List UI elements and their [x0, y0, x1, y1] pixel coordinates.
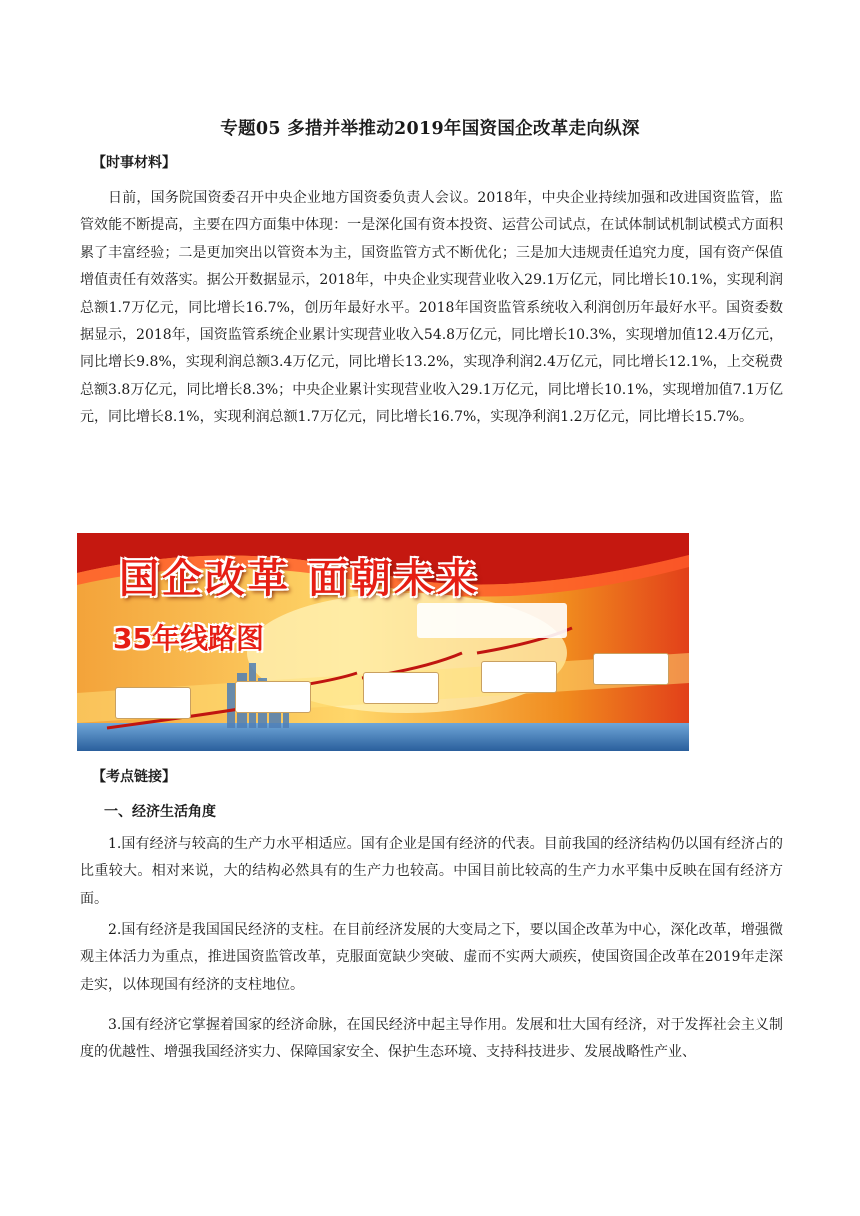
exam-point-1: 1.国有经济与较高的生产力水平相适应。国有企业是国有经济的代表。目前我国的经济结构仍以国有经济占的比重较大。相对来说，大的结构必然具有的生产力也较高。中国目前比较高的生产力水平集中反映在国有经济方面。	[80, 836, 783, 907]
subheading-economic-life: 一、经济生活角度	[104, 804, 216, 820]
page-title: 专题05 多措并举推动2019年国资国企改革走向纵深	[220, 119, 640, 139]
roadmap-stage-5	[593, 653, 669, 685]
banner-subtitle: 35年线路图	[113, 622, 264, 655]
roadmap-stage-4	[481, 661, 557, 693]
roadmap-stage-2	[235, 681, 311, 713]
current-affairs-paragraph: 日前，国务院国资委召开中央企业地方国资委负责人会议。2018年，中央企业持续加强和改进国资监管，监管效能不断提高，主要在四方面集中体现：一是深化国有资本投资、运营公司试点，在试体制试机制试模式方面积累了丰富经验；二是更加突出以管资本为主，国资监管方式不断优化；三是加大违规责任追究力度，国有资产保值增值责任有效落实。据公开数据显示，2018年，中央企业实现营业收入29.1万亿元，同比增长10.1%，实现利润总额1.7万亿元，同比增长16.7%，创历年最好水平。2018年国资监管系统收入利润创历年最好水平。国资委数据显示，2018年，国资监管系统企业累计实现营业收入54.8万亿元，同比增长10.3%，实现增加值12.4万亿元，同比增长9.8%，实现利润总额3.4万亿元，同比增长13.2%，实现净利润2.4万亿元，同比增长12.1%，上交税费总额3.8万亿元，同比增长8.3%；中央企业累计实现营业收入29.1万亿元，同比增长10.1%，实现增加值7.1万亿元，同比增长8.1%，实现利润总额1.7万亿元，同比增长16.7%，实现净利润1.2万亿元，同比增长15.7%。	[80, 190, 783, 426]
roadmap-stage-3	[363, 672, 439, 704]
banner-image	[77, 533, 689, 751]
roadmap-stage-1	[115, 687, 191, 719]
banner-title: 国企改革 面朝未来	[119, 556, 480, 602]
exam-point-2: 2.国有经济是我国国民经济的支柱。在目前经济发展的大变局之下，要以国企改革为中心，深化改革，增强微观主体活力为重点，推进国资监管改革，克服面宽缺少突破、虚而不实两大顽疾，使国资国企改革在2019年走深走实，以体现国有经济的支柱地位。	[80, 922, 783, 993]
section-label-exam-links: 【考点链接】	[92, 769, 176, 785]
exam-point-3: 3.国有经济它掌握着国家的经济命脉，在国民经济中起主导作用。发展和壮大国有经济，对于发挥社会主义制度的优越性、增强我国经济实力、保障国家安全、保护生态环境、支持科技进步、发展战略性产业、	[80, 1017, 783, 1061]
section-label-current-affairs: 【时事材料】	[92, 155, 176, 171]
